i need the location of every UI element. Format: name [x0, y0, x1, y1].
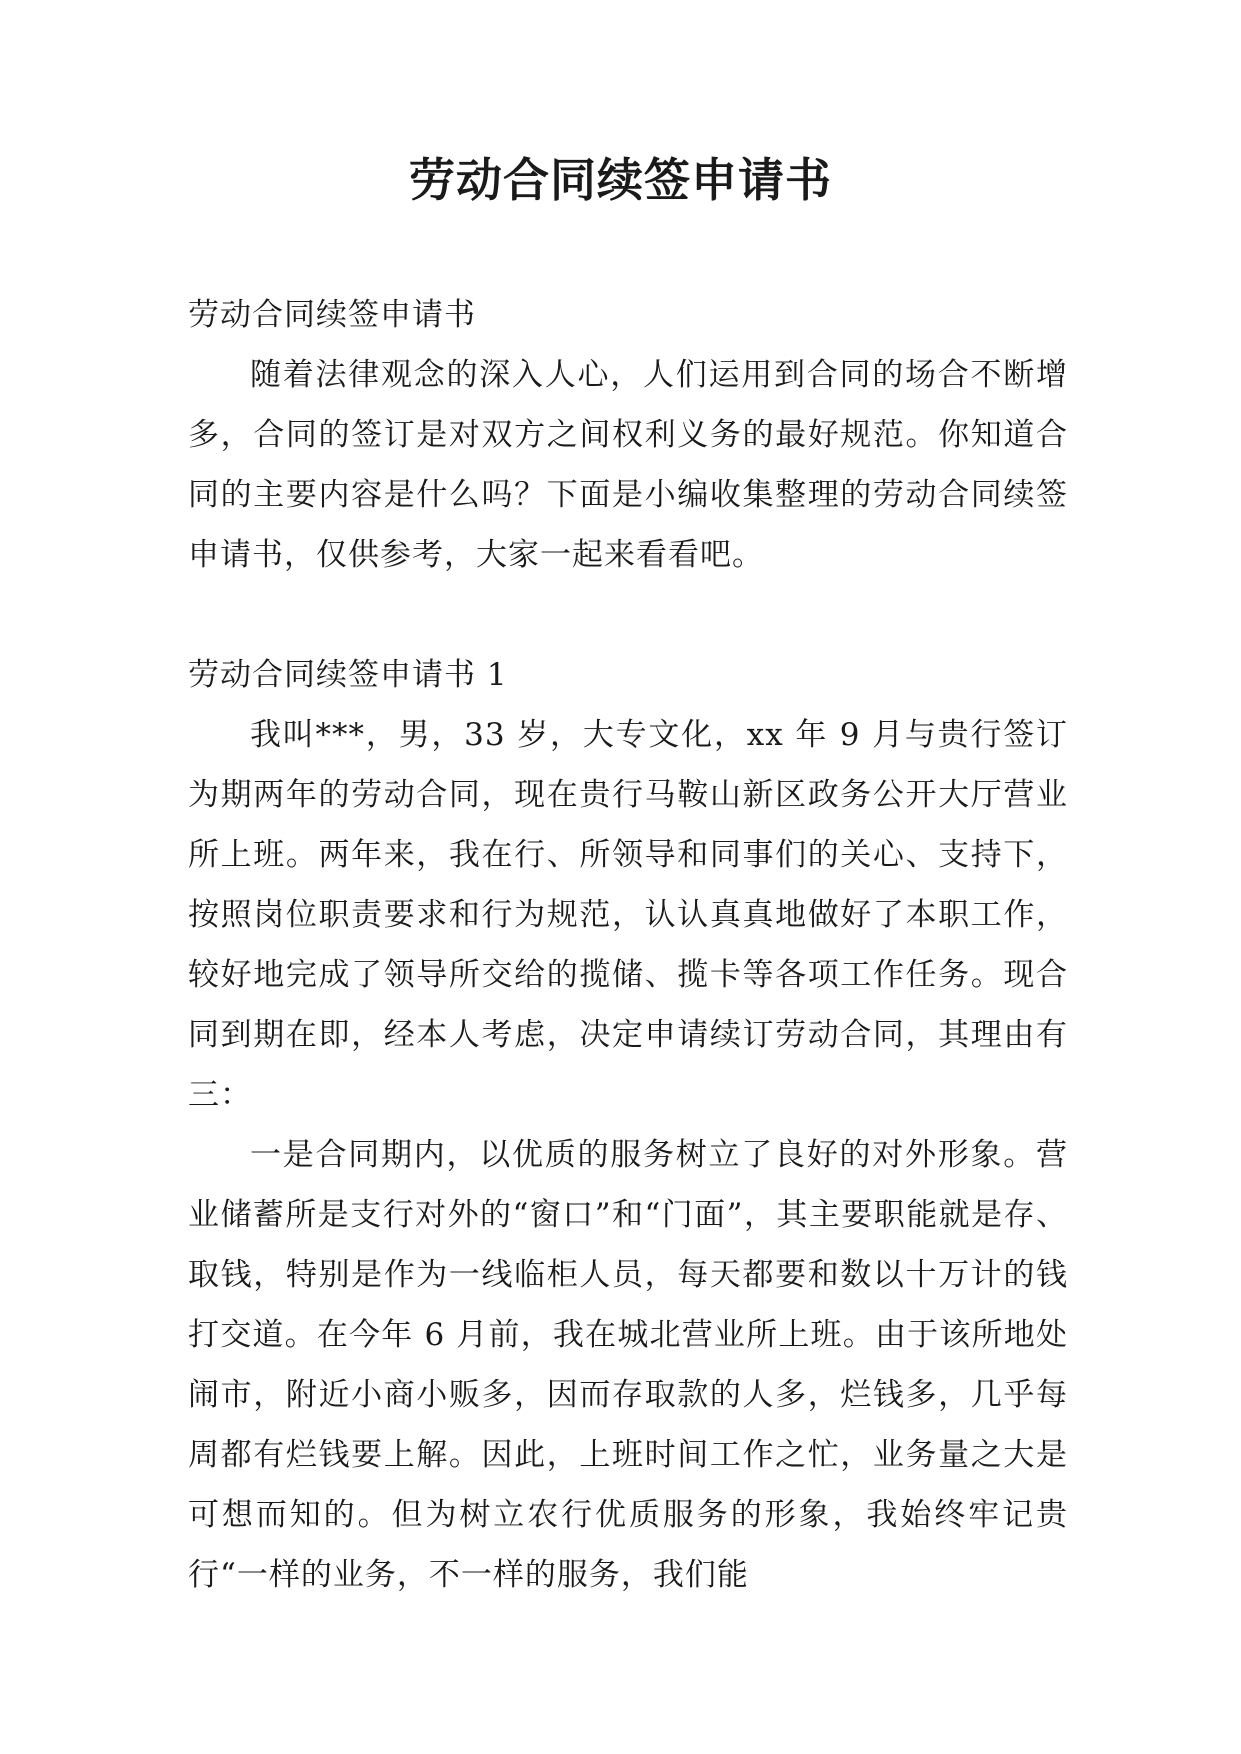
document-title: 劳动合同续签申请书 — [409, 153, 832, 207]
section-heading: 劳动合同续签申请书 1 — [188, 657, 508, 693]
intro-paragraph: 随着法律观念的深入人心，人们运用到合同的场合不断增多，合同的签订是对双方之间权利义务的最好规范。你知道合同的主要内容是什么吗？下面是小编收集整理的劳动合同续签申请书，仅供参考，大家一起来看看吧。 — [188, 357, 1068, 573]
body-paragraph-2: 一是合同期内，以优质的服务树立了良好的对外形象。营业储蓄所是支行对外的“窗口”和“门面”，其主要职能就是存、取钱，特别是作为一线临柜人员，每天都要和数以十万计的钱打交道。在今年 6 月前，我在城北营业所上班。由于该所地处闹市，附近小商小贩多，因而存取款的人多，烂钱多，几乎每周都有烂钱要上解。因此，上班时间工作之忙，业务量之大是可想而知的。但为树立农行优质服务的形象，我始终牢记贵行“一样的业务，不一样的服务，我们能 — [188, 1137, 1068, 1593]
document-body — [188, 285, 1068, 1605]
intro-heading: 劳动合同续签申请书 — [188, 297, 476, 333]
body-paragraph-1: 我叫***，男，33 岁，大专文化，xx 年 9 月与贵行签订为期两年的劳动合同，现在贵行马鞍山新区政务公开大厅营业所上班。两年来，我在行、所领导和同事们的关心、支持下，按照岗位职责要求和行为规范，认认真真地做好了本职工作，较好地完成了领导所交给的揽储、揽卡等各项工作任务。现合同到期在即，经本人考虑，决定申请续订劳动合同，其理由有三： — [188, 717, 1068, 1113]
paragraph-spacer — [188, 585, 1068, 645]
